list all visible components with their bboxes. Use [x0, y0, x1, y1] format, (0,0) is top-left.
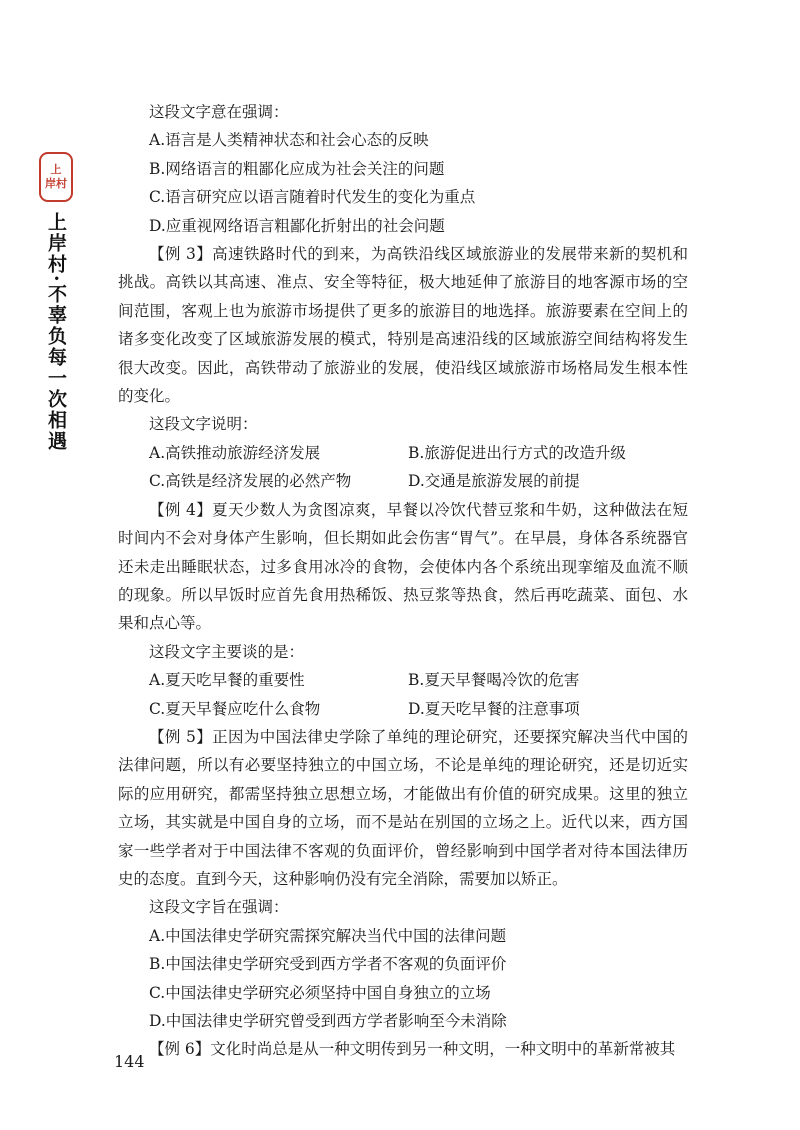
page-number: 144: [114, 1052, 145, 1071]
example-3-options-row-1: [118, 439, 688, 467]
option-d: D.应重视网络语言粗鄙化折射出的社会问题: [149, 216, 445, 235]
page-body: [118, 98, 688, 1064]
question-stem: 这段文字意在强调：: [149, 103, 289, 121]
example-5-question: 这段文字旨在强调：: [149, 898, 289, 917]
example-5-passage: 【例 5】正因为中国法律史学除了单纯的理论研究，还要探究解决当代中国的法律问题，所以有必要坚持独立的中国立场，不论是单纯的理论研究，还是切近实际的应用研究，都需坚持独立思想立场，才能做出有价值的研究成果。这里的独立立场，其实就是中国自身的立场，而不是站在别国的立场之上。近代以来，西方国家一些学者对于中国法律不客观的负面评价，曾经影响到中国学者对待本国法律历史的态度。直到今天，这种影响仍没有完全消除，需要加以矫正。: [118, 727, 688, 888]
option-d: D.中国法律史学研究曾受到西方学者影响至今未消除: [149, 1012, 507, 1030]
seal-top-text: 上: [50, 163, 62, 176]
example-3-options-row-2: [118, 467, 688, 495]
example-3-passage: 【例 3】高速铁路时代的到来，为高铁沿线区域旅游业的发展带来新的契机和挑战。高铁以其高速、准点、安全等特征，极大地延伸了旅游目的地客源市场的空间范围，客观上也为旅游市场提供了更多的旅游目的地选择。旅游要素在空间上的诸多变化改变了区域旅游发展的模式，特别是高速沿线的区域旅游空间结构将发生很大改变。因此，高铁带动了旅游业的发展，使沿线区域旅游市场格局发生根本性的变化。: [118, 245, 688, 406]
option-c: C.中国法律史学研究必须坚持中国自身独立的立场: [149, 983, 491, 1002]
option-a: A.中国法律史学研究需探究解决当代中国的法律问题: [149, 926, 507, 945]
option-b: B.中国法律史学研究受到西方学者不客观的负面评价: [149, 955, 507, 974]
example-4-passage: 【例 4】夏天少数人为贪图凉爽，早餐以冷饮代替豆浆和牛奶，这种做法在短时间内不会对身体产生影响，但长期如此会伤害“胃气”。在早晨，身体各系统器官还未走出睡眠状态，过多食用冰冷的食物，会使体内各个系统出现挛缩及血流不顺的现象。所以早饭时应首先食用热稀饭、热豆浆等热食，然后再吃蔬菜、面包、水果和点心等。: [118, 500, 688, 633]
side-slogan: 上岸村·不辜负每一次相遇: [45, 212, 67, 452]
option-c: C.语言研究应以语言随着时代发生的变化为重点: [149, 188, 476, 207]
option-b: B.旅游促进出行方式的改造升级: [408, 443, 626, 462]
option-a: A.语言是人类精神状态和社会心态的反映: [149, 131, 429, 150]
option-c: C.夏天早餐应吃什么食物: [149, 699, 321, 718]
option-b: B.夏天早餐喝冷饮的危害: [408, 671, 580, 690]
example-6-first-line: 【例 6】文化时尚总是从一种文明传到另一种文明，一种文明中的革新常被其: [149, 1040, 676, 1059]
option-d: D.夏天吃早餐的注意事项: [408, 699, 580, 718]
option-b: B.网络语言的粗鄙化应成为社会关注的问题: [149, 159, 445, 178]
logo-seal: [39, 152, 73, 202]
example-4-options-row-1: [118, 666, 688, 694]
seal-bottom-text: 岸村: [45, 177, 67, 190]
option-c: C.高铁是经济发展的必然产物: [149, 472, 352, 491]
option-a: A.高铁推动旅游经济发展: [149, 443, 321, 462]
example-4-question: 这段文字主要谈的是：: [149, 642, 305, 661]
option-a: A.夏天吃早餐的重要性: [149, 671, 305, 690]
example-4-options-row-2: [118, 695, 688, 723]
option-d: D.交通是旅游发展的前提: [408, 472, 580, 491]
example-3-question: 这段文字说明：: [149, 415, 258, 434]
side-banner: [36, 152, 76, 452]
